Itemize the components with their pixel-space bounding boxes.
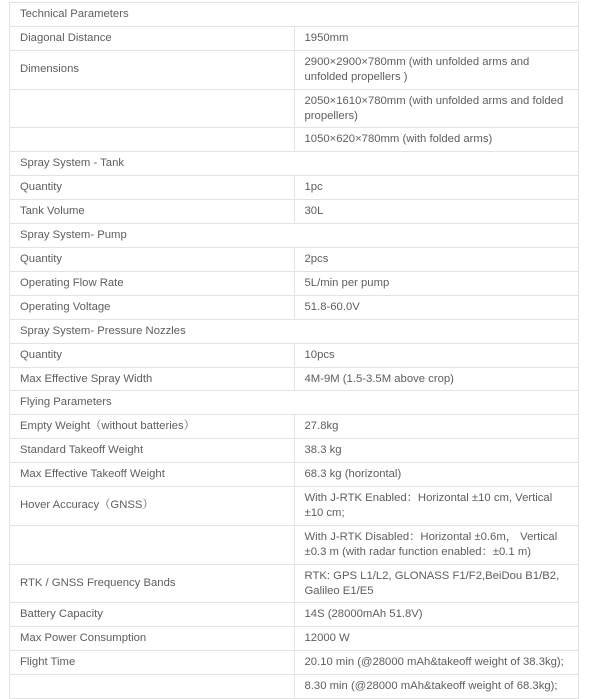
parameter-label-cell: Standard Takeoff Weight bbox=[10, 439, 295, 463]
parameter-value-cell: 8.30 min (@28000 mAh&takeoff weight of 68.3kg); bbox=[294, 675, 579, 699]
parameter-value-cell: 1pc bbox=[294, 176, 579, 200]
table-row bbox=[10, 564, 579, 603]
parameter-value-cell: 12000 W bbox=[294, 627, 579, 651]
table-row bbox=[10, 89, 579, 128]
table-row bbox=[10, 487, 579, 526]
parameter-label-cell: Dimensions bbox=[10, 50, 295, 89]
parameter-value-cell: 30L bbox=[294, 200, 579, 224]
table-row bbox=[10, 415, 579, 439]
table-row bbox=[10, 463, 579, 487]
table-row bbox=[10, 343, 579, 367]
table-row bbox=[10, 627, 579, 651]
parameter-label-cell: RTK / GNSS Frequency Bands bbox=[10, 564, 295, 603]
parameter-label-cell: Quantity bbox=[10, 176, 295, 200]
parameter-label-cell bbox=[10, 89, 295, 128]
parameter-label-cell: Max Effective Spray Width bbox=[10, 367, 295, 391]
parameter-label-cell: Battery Capacity bbox=[10, 603, 295, 627]
parameter-label-cell: Max Power Consumption bbox=[10, 627, 295, 651]
table-row bbox=[10, 525, 579, 564]
table-row bbox=[10, 224, 579, 248]
section-header-cell: Flying Parameters bbox=[10, 391, 579, 415]
section-header-cell: Spray System- Pump bbox=[10, 224, 579, 248]
parameter-value-cell: 51.8-60.0V bbox=[294, 295, 579, 319]
parameter-value-cell: 1050×620×780mm (with folded arms) bbox=[294, 128, 579, 152]
table-row bbox=[10, 26, 579, 50]
table-row bbox=[10, 391, 579, 415]
table-row bbox=[10, 439, 579, 463]
parameter-value-cell: 14S (28000mAh 51.8V) bbox=[294, 603, 579, 627]
parameter-label-cell: Flight Time bbox=[10, 651, 295, 675]
parameter-value-cell: 1950mm bbox=[294, 26, 579, 50]
table-row bbox=[10, 319, 579, 343]
parameter-value-cell: 5L/min per pump bbox=[294, 271, 579, 295]
parameter-value-cell: With J-RTK Disabled：Horizontal ±0.6m， Vertical ±0.3 m (with radar function enabled：±0.1 m) bbox=[294, 525, 579, 564]
table-row bbox=[10, 3, 579, 27]
parameter-value-cell: 10pcs bbox=[294, 343, 579, 367]
parameter-value-cell: 4M-9M (1.5-3.5M above crop) bbox=[294, 367, 579, 391]
table-row bbox=[10, 295, 579, 319]
parameter-value-cell: 2050×1610×780mm (with unfolded arms and folded propellers) bbox=[294, 89, 579, 128]
parameter-label-cell bbox=[10, 675, 295, 699]
table-row bbox=[10, 128, 579, 152]
section-header-cell: Spray System - Tank bbox=[10, 152, 579, 176]
specification-table-body bbox=[10, 3, 579, 699]
table-row bbox=[10, 651, 579, 675]
parameter-value-cell: RTK: GPS L1/L2, GLONASS F1/F2,BeiDou B1/B2, Galileo E1/E5 bbox=[294, 564, 579, 603]
parameter-label-cell: Operating Voltage bbox=[10, 295, 295, 319]
parameter-value-cell: With J-RTK Enabled：Horizontal ±10 cm, Vertical ±10 cm; bbox=[294, 487, 579, 526]
table-row bbox=[10, 176, 579, 200]
parameter-value-cell: 38.3 kg bbox=[294, 439, 579, 463]
table-row bbox=[10, 271, 579, 295]
parameter-label-cell: Quantity bbox=[10, 247, 295, 271]
parameter-value-cell: 2pcs bbox=[294, 247, 579, 271]
table-row bbox=[10, 603, 579, 627]
parameter-value-cell: 68.3 kg (horizontal) bbox=[294, 463, 579, 487]
parameter-value-cell: 20.10 min (@28000 mAh&takeoff weight of 38.3kg); bbox=[294, 651, 579, 675]
specification-table-container bbox=[9, 2, 579, 699]
table-row bbox=[10, 50, 579, 89]
parameter-label-cell: Empty Weight（without batteries） bbox=[10, 415, 295, 439]
table-row bbox=[10, 247, 579, 271]
parameter-value-cell: 27.8kg bbox=[294, 415, 579, 439]
parameter-label-cell: Max Effective Takeoff Weight bbox=[10, 463, 295, 487]
parameter-value-cell: 2900×2900×780mm (with unfolded arms and unfolded propellers ) bbox=[294, 50, 579, 89]
table-row bbox=[10, 152, 579, 176]
table-row bbox=[10, 200, 579, 224]
specification-table bbox=[9, 2, 579, 699]
parameter-label-cell: Operating Flow Rate bbox=[10, 271, 295, 295]
parameter-label-cell bbox=[10, 128, 295, 152]
parameter-label-cell: Quantity bbox=[10, 343, 295, 367]
section-header-cell: Spray System- Pressure Nozzles bbox=[10, 319, 579, 343]
table-row bbox=[10, 675, 579, 699]
section-header-cell: Technical Parameters bbox=[10, 3, 579, 27]
parameter-label-cell bbox=[10, 525, 295, 564]
parameter-label-cell: Diagonal Distance bbox=[10, 26, 295, 50]
parameter-label-cell: Hover Accuracy（GNSS） bbox=[10, 487, 295, 526]
parameter-label-cell: Tank Volume bbox=[10, 200, 295, 224]
table-row bbox=[10, 367, 579, 391]
